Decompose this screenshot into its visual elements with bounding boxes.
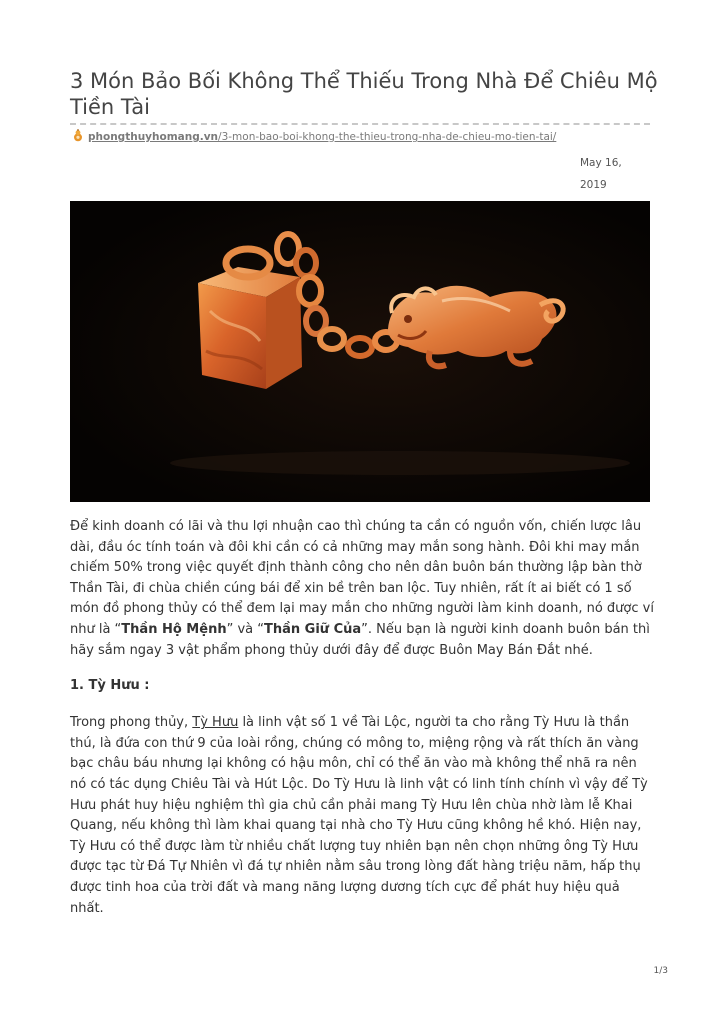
intro-text-3: ”. Nếu bạn là người kinh doanh buôn bán thì hãy sắm ngay 3 vật phẩm phong thủy dưới đây để được Buôn May Bán Đắt nhé.: [70, 621, 650, 658]
date-month-day: May 16,: [580, 157, 622, 169]
jade-seal-pixiu-illustration: [70, 201, 650, 502]
section-text-1: Trong phong thủy,: [70, 715, 193, 731]
article-title: 3 Món Bảo Bối Không Thể Thiếu Trong Nhà Để Chiêu Mộ Tiền Tài: [70, 69, 658, 119]
ty-huu-link[interactable]: Tỳ Hưu: [192, 715, 239, 731]
title-divider: [70, 123, 650, 125]
intro-text-2: ” và “: [226, 621, 264, 637]
section-heading-ty-huu: 1. Tỳ Hưu :: [70, 678, 150, 694]
source-domain-link[interactable]: phongthuyhomang.vn: [88, 131, 219, 143]
publish-date: [580, 152, 650, 196]
gourd-favicon-icon: [72, 129, 84, 142]
intro-bold-than-ho-menh: Thần Hộ Mệnh: [121, 621, 227, 637]
source-url: [72, 129, 672, 145]
intro-bold-than-giu-cua: Thần Giữ Của: [263, 621, 362, 637]
article-image-jade-seal-pixiu: [70, 201, 650, 502]
section-text-2: là linh vật số 1 về Tài Lộc, người ta cho rằng Tỳ Hưu là thần thú, là đứa con thứ 9 của loài rồng, chúng có mông to, miệng rộng và rất thích ăn vàng bạc châu báu nhưng lại không có hậu môn, chỉ có thể ăn vào mà không thể nhã ra nên nó có tác dụng Chiêu Tài và Hút Lộc. Do Tỳ Hưu là linh vật có linh tính chính vì vậy để Tỳ Hưu phát huy hiệu nghiệm thì gia chủ cần phải mang Tỳ Hưu lên chùa nhờ làm lễ Khai Quang, nếu không thì làm khai quang tại nhà cho Tỳ Hưu cũng không hề khó. Hiện nay, Tỳ Hưu có thể được làm từ nhiều chất lượng tuy nhiên bạn nên chọn những ông Tỳ Hưu được tạc từ Đá Tự Nhiên vì đá tự nhiên nằm sâu trong lòng đất hàng triệu năm, hấp thụ được tinh hoa của trời đất và mang năng lượng dương tích cực để phát huy hiệu quả nhất.: [70, 715, 648, 916]
section-paragraph-ty-huu: [70, 713, 655, 919]
intro-paragraph: [70, 517, 655, 661]
intro-text-1: Để kinh doanh có lãi và thu lợi nhuận cao thì chúng ta cần có nguồn vốn, chiến lược lâu dài, đầu óc tính toán và đôi khi cần có cả những may mắn song hành. Đôi khi may mắn chiếm 50% trong việc quyết định thành công cho nên dân buôn bán thường lập bàn thờ Thần Tài, đi chùa chiền cúng bái để xin bề trên ban lộc. Tuy nhiên, rất ít ai biết có 1 số món đồ phong thủy có thể đem lại may mắn cho những người làm kinh doanh, nó được ví như là “: [70, 519, 654, 637]
date-year: 2019: [580, 179, 607, 191]
article-body: [70, 517, 655, 934]
page-number: 1/3: [653, 966, 668, 976]
source-path-link[interactable]: /3-mon-bao-boi-khong-the-thieu-trong-nha-de-chieu-mo-tien-tai/: [218, 131, 557, 143]
